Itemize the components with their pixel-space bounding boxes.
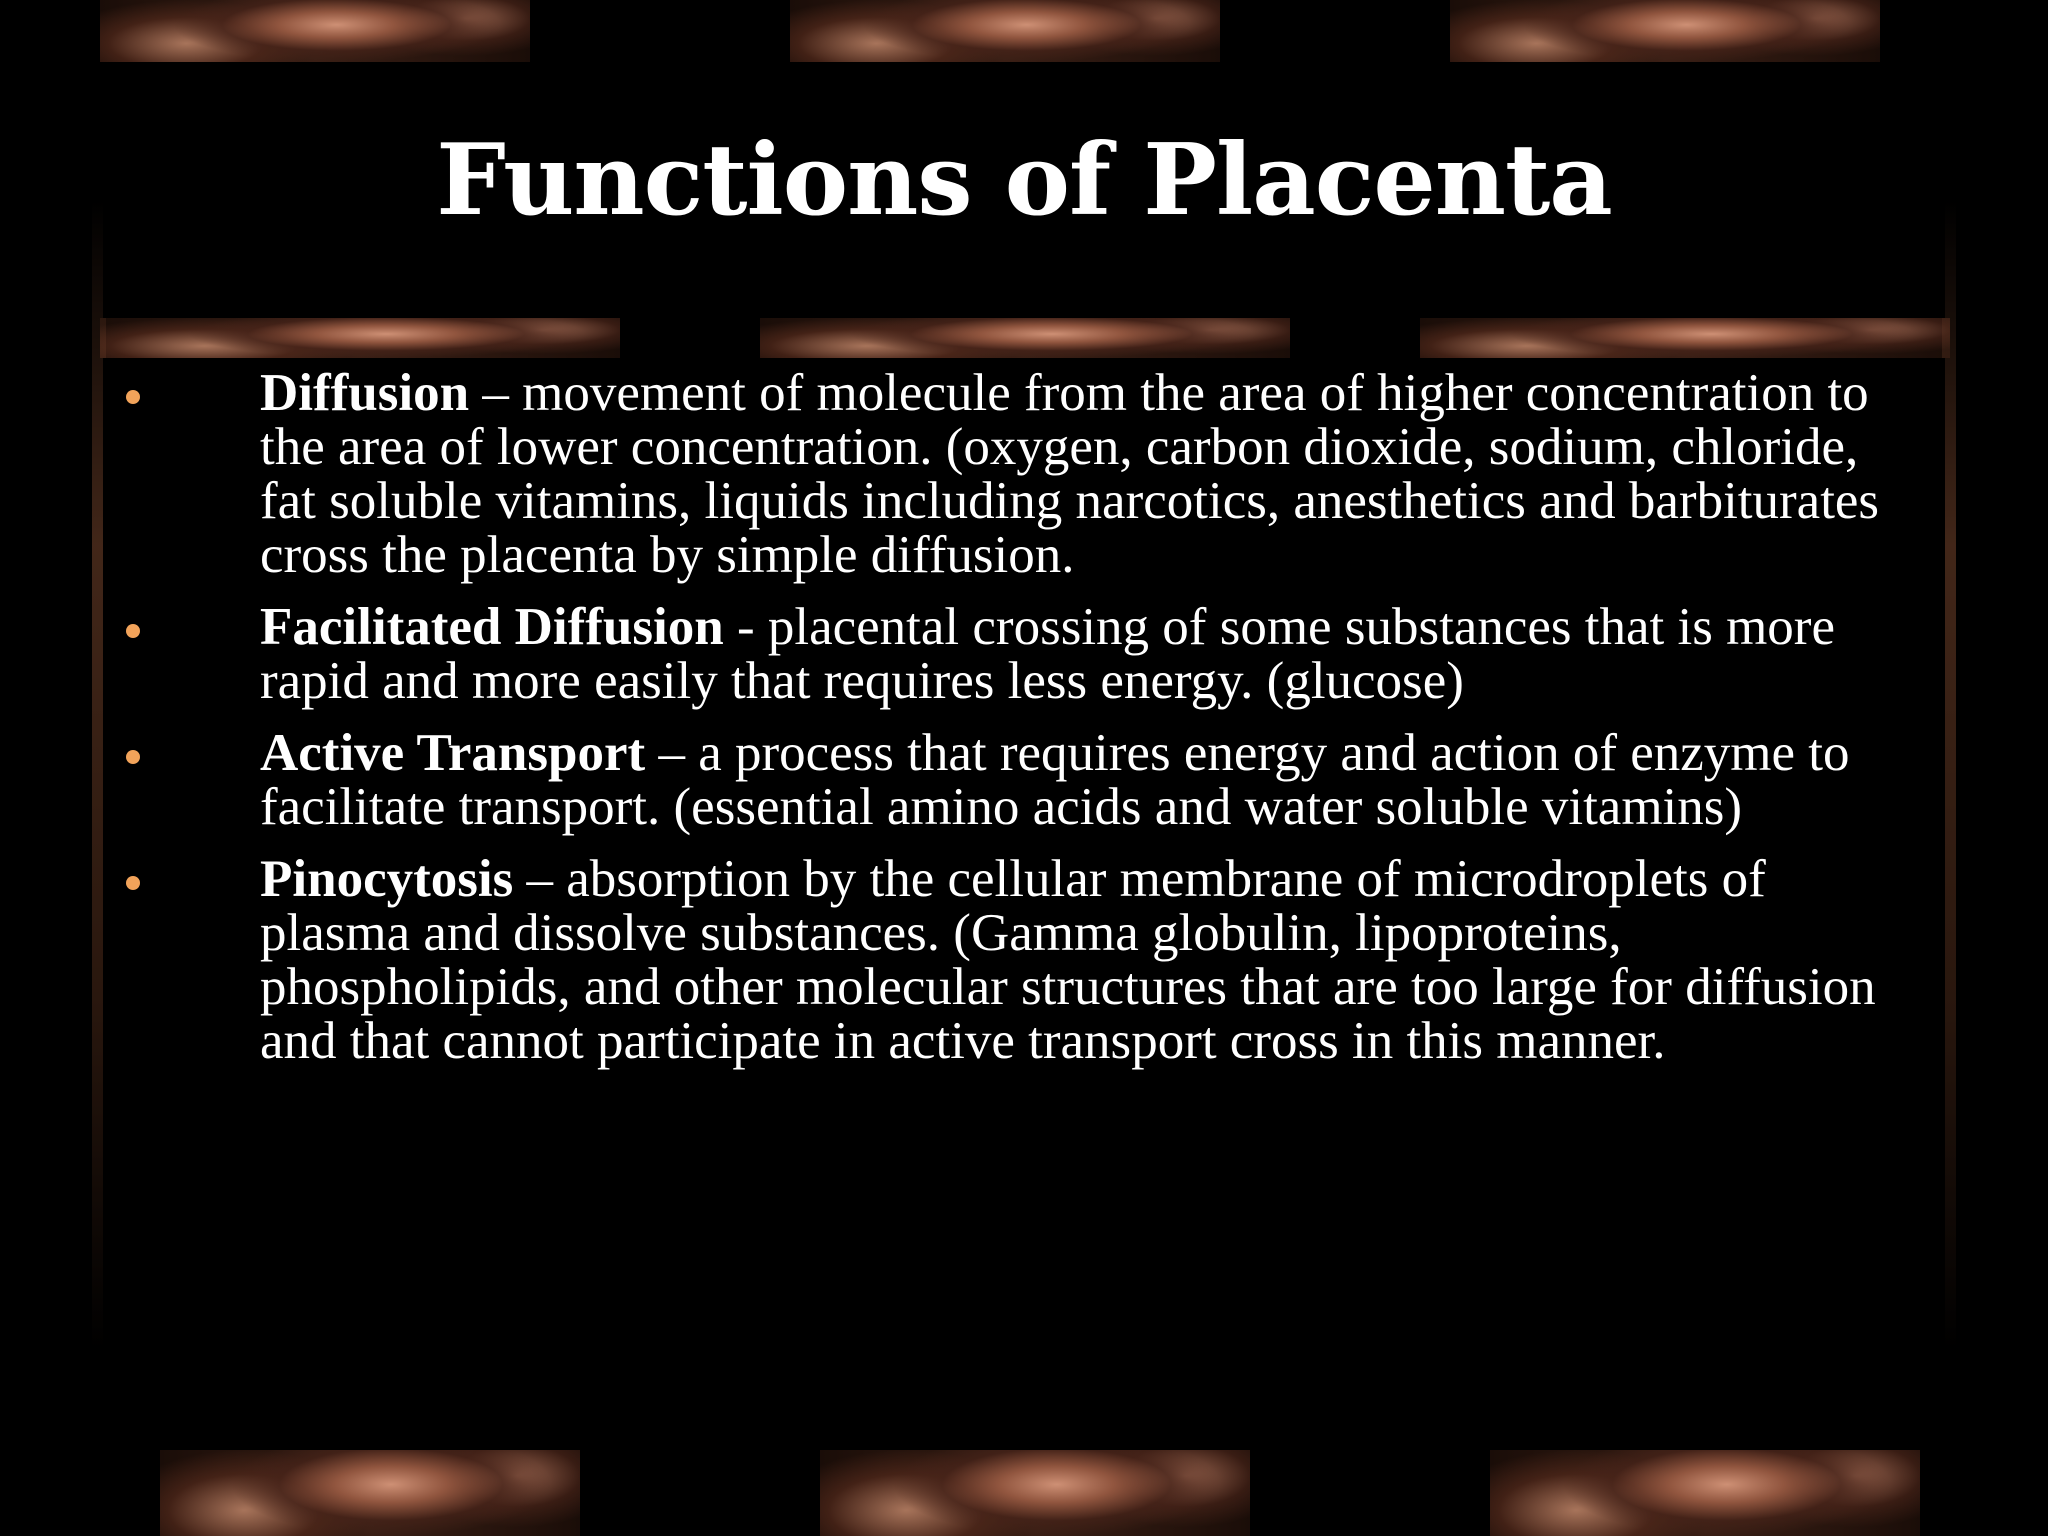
photo-tile xyxy=(100,318,620,358)
photo-tile xyxy=(1420,318,1950,358)
bullet-dot-icon xyxy=(126,750,140,764)
bullet-term: Active Transport xyxy=(260,724,646,782)
photo-tile xyxy=(790,0,1220,62)
bullet-item-diffusion xyxy=(103,366,1945,582)
photo-tile xyxy=(760,318,1290,358)
bullet-item-facilitated-diffusion xyxy=(103,600,1945,708)
bullet-list xyxy=(103,358,1945,1086)
bullet-text: – absorption by the cellular membrane of microdroplets of plasma and dissolve substances. (Gamma globulin, lipoproteins, phospholipids, and other molecular structures that are too large for diffusion and that cannot participate in active transport cross in this manner. xyxy=(260,850,1876,1070)
background-photo-middle xyxy=(0,318,2048,358)
bullet-text: – movement of molecule from the area of higher concentration to the area of lower concentration. (oxygen, carbon dioxide, sodium, chloride, fat soluble vitamins, liquids including narcotics, anesthetics and barbiturates cross the placenta by simple diffusion. xyxy=(260,364,1880,584)
bullet-text: - placental crossing of some substances that is more rapid and more easily that requires less energy. (glucose) xyxy=(260,598,1835,710)
photo-tile xyxy=(100,0,530,62)
bullet-term: Facilitated Diffusion xyxy=(260,598,724,656)
slide-title: Functions of Placenta xyxy=(436,123,1612,238)
bullet-text: – a process that requires energy and action of enzyme to facilitate transport. (essential amino acids and water soluble vitamins) xyxy=(260,724,1850,836)
background-photo-bottom xyxy=(0,1450,2048,1536)
bullet-dot-icon xyxy=(126,876,140,890)
photo-tile xyxy=(160,1450,580,1536)
photo-tile xyxy=(820,1450,1250,1536)
photo-tile xyxy=(1490,1450,1920,1536)
content-area xyxy=(103,358,1945,1450)
bullet-item-active-transport xyxy=(103,726,1945,834)
photo-tile xyxy=(1450,0,1880,62)
bullet-item-pinocytosis xyxy=(103,852,1945,1068)
bullet-dot-icon xyxy=(126,390,140,404)
bullet-term: Pinocytosis xyxy=(260,850,514,908)
bullet-term: Diffusion xyxy=(260,364,470,422)
background-photo-top xyxy=(0,0,2048,62)
title-area xyxy=(103,62,1945,318)
bullet-dot-icon xyxy=(126,624,140,638)
